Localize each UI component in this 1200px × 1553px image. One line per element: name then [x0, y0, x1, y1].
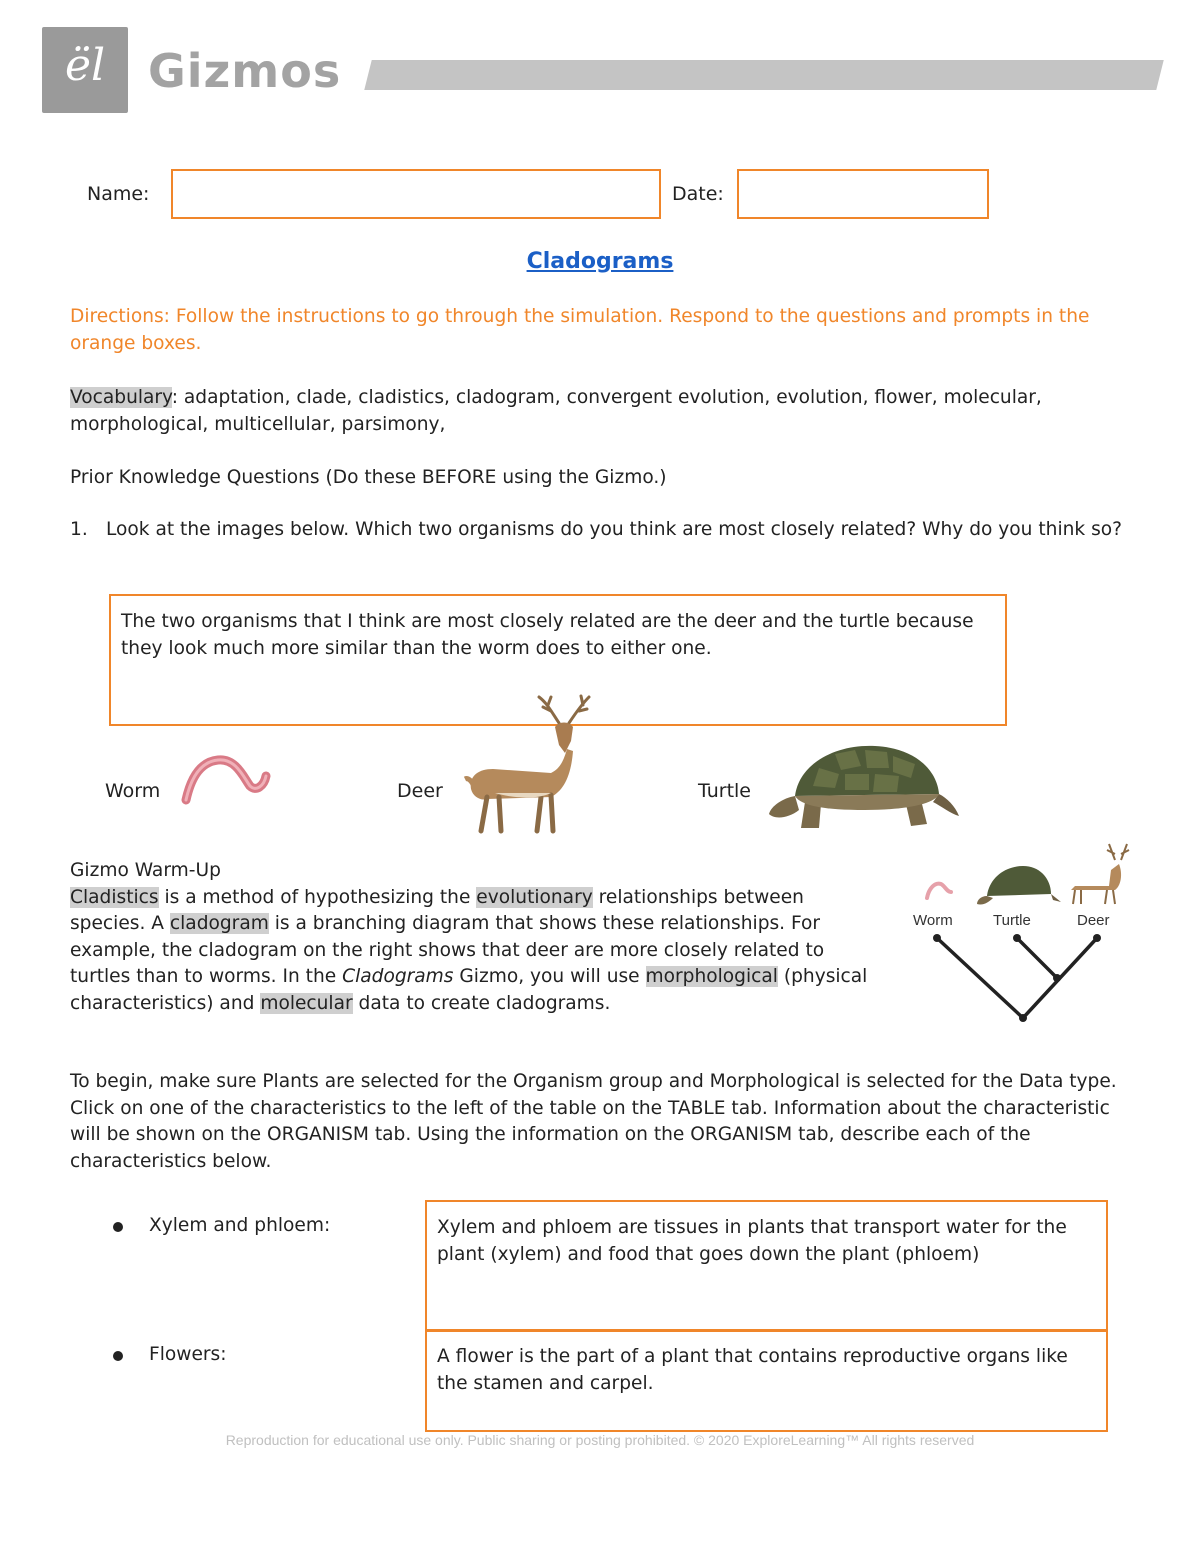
gizmos-brand: Gizmos [148, 44, 342, 98]
worm-image [178, 752, 273, 807]
warmup-text [70, 858, 880, 1017]
answer-text-xylem: Xylem and phloem are tissues in plants that transport water for the plant (xylem) and food that goes down the plant (phloem) [437, 1217, 1067, 1265]
answer-text-flowers: A flower is the part of a plant that contains reproductive organs like the stamen and carpel. [437, 1346, 1068, 1394]
cladogram-label-worm: Worm [913, 912, 953, 929]
cladogram-tree [905, 830, 1140, 1030]
page-title[interactable]: Cladograms [526, 249, 674, 274]
header-bar [364, 60, 1163, 90]
worm-label: Worm [105, 780, 161, 802]
gizmo-name: Cladograms [342, 966, 454, 987]
name-label: Name: [87, 183, 150, 205]
vocabulary-label: Vocabulary [70, 387, 172, 408]
term-cladistics: Cladistics [70, 886, 159, 908]
term-morphological: morphological [645, 966, 778, 987]
warmup-heading: Gizmo Warm-Up [70, 860, 221, 881]
bullet [113, 1351, 123, 1361]
characteristic-label-xylem: Xylem and phloem: [149, 1215, 331, 1236]
footer-copyright: Reproduction for educational use only. Public sharing or posting prohibited. © 2020 ExploreLearning™ All rights reserved [225, 1432, 975, 1448]
term-cladogram: cladogram [169, 913, 269, 934]
directions: Directions: Follow the instructions to go through the simulation. Respond to the questions and prompts in the orange boxes. [70, 306, 1090, 354]
name-field[interactable] [171, 169, 661, 219]
prior-knowledge-heading: Prior Knowledge Questions (Do these BEFORE using the Gizmo.) [70, 467, 667, 488]
deer-image [455, 693, 595, 835]
warmup-text-part: is a branching diagram that shows these relationships. For example, the cladogram on the right shows that deer are more closely related to turtles than to worms. In the [70, 913, 825, 987]
date-field[interactable] [737, 169, 989, 219]
vocabulary [70, 385, 1140, 438]
warmup-text-part: data to create cladograms. [352, 992, 611, 1014]
gizmos-logo-glyph: ël [64, 40, 106, 91]
question-text: Look at the images below. Which two organisms do you think are most closely related? Why do you think so? [106, 519, 1123, 540]
term-evolutionary: evolutionary [476, 886, 593, 908]
vocabulary-list: : adaptation, clade, cladistics, cladogram, convergent evolution, evolution, flower, molecular, morphological, multicellular, parsimony, [70, 387, 1042, 435]
deer-label: Deer [397, 780, 443, 802]
answer-box-xylem[interactable] [425, 1200, 1108, 1332]
question-number: 1. [70, 519, 88, 540]
turtle-image [765, 740, 960, 832]
cladogram-figure [905, 830, 1140, 1030]
answer-box-flowers[interactable] [425, 1329, 1108, 1432]
characteristic-label-flowers: Flowers: [149, 1344, 227, 1365]
cladogram-label-deer: Deer [1077, 912, 1110, 929]
warmup-text-part: (physical characteristics) and [70, 966, 868, 1014]
warmup-text-part: Gizmo, you will use [453, 966, 646, 987]
answer-text-q1: The two organisms that I think are most closely related are the deer and the turtle because they look much more similar than the worm does to either one. [121, 611, 974, 659]
term-molecular: molecular [260, 992, 353, 1014]
warmup-text-part: relationships between species. A [70, 886, 804, 934]
cladogram-label-turtle: Turtle [993, 912, 1031, 929]
turtle-label: Turtle [698, 780, 751, 802]
instructions: To begin, make sure Plants are selected for the Organism group and Morphological is selected for the Data type. Click on one of the characteristics to the left of the table on the TABLE tab. Information about the characteristic will be shown on the ORGANISM tab. Using the information on the ORGANISM tab, describe each of the characteristics below. [70, 1071, 1117, 1172]
date-label: Date: [672, 183, 724, 205]
bullet [113, 1222, 123, 1232]
warmup-text-part: is a method of hypothesizing the [158, 886, 477, 908]
